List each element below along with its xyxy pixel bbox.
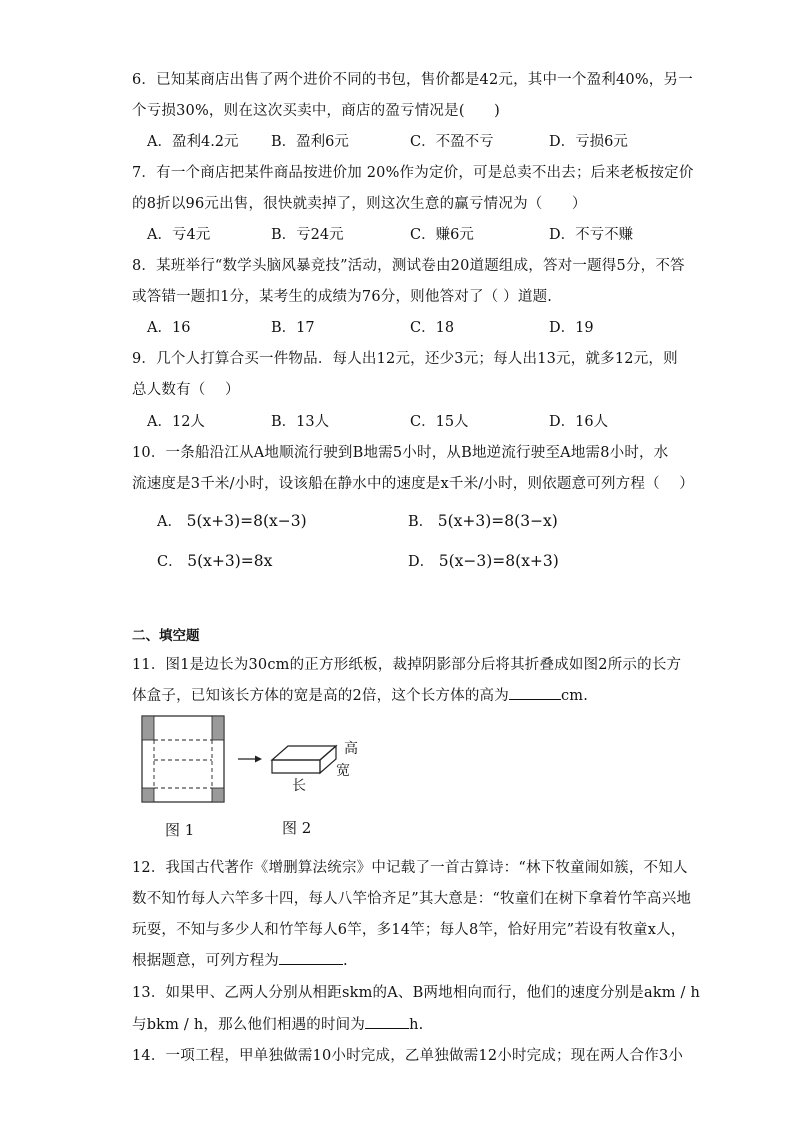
- q13-distance: skm: [341, 985, 373, 1001]
- q11-line2-unit: cm.: [560, 688, 589, 704]
- q13-text-5: .: [418, 1017, 424, 1033]
- fig2-label-height: 高: [344, 741, 358, 757]
- q8-line1: 8．某班举行“数学头脑风暴竞技”活动，测试卷由20道题组成，答对一题得5分，不答: [132, 258, 685, 274]
- q11-line1: 11．图1是边长为30cm的正方形纸板，裁掉阴影部分后将其折叠成如图2所示的长方: [132, 657, 682, 673]
- q10-option-b-equation: 5(x+3)=8(3−x): [437, 512, 558, 530]
- q10-option-b-label: B．: [408, 514, 434, 530]
- fig2-label-length: 长: [292, 778, 306, 794]
- q11-line2: [132, 684, 588, 705]
- q6-option-b[interactable]: B．盈利6元: [271, 134, 349, 150]
- q10-line1: 10．一条船沿江从A地顺流行驶到B地需5小时，从B地逆流行驶至A地需8小时，水: [132, 445, 669, 461]
- q10-option-d-label: D．: [408, 554, 435, 570]
- q10-option-c[interactable]: [157, 550, 272, 571]
- q6-line2: 个亏损30%，则在这次买卖中，商店的盈亏情况是( ): [132, 103, 500, 119]
- q7-line1: 7．有一个商店把某件商品按进价加 20%作为定价，可是总卖不出去；后来老板按定价: [132, 165, 694, 181]
- q9-option-c[interactable]: C．15人: [410, 414, 469, 430]
- fig2-label-width: 宽: [336, 763, 350, 779]
- q7-option-d[interactable]: D．不亏不赚: [549, 227, 634, 243]
- corner-cut-tr: [212, 716, 224, 740]
- q8-line2: 或答错一题扣1分，某考生的成绩为76分，则他答对了（ ）道题.: [132, 289, 553, 305]
- q7-option-c[interactable]: C．赚6元: [410, 227, 474, 243]
- q13-answer-blank[interactable]: [365, 1016, 409, 1029]
- q13-text-4: ，那么他们相遇的时间为: [203, 1017, 366, 1033]
- q10-option-a-label: A．: [157, 514, 182, 530]
- q13-text-1: 13．如果甲、乙两人分别从相距: [132, 985, 342, 1001]
- q13-text-3: 与: [132, 1017, 147, 1033]
- q10-option-a-equation: 5(x+3)=8(x−3): [186, 512, 307, 530]
- q11-answer-blank[interactable]: [509, 687, 561, 700]
- q8-option-d[interactable]: D．19: [549, 320, 594, 336]
- q13-unit: h: [409, 1017, 419, 1033]
- q10-line2: 流速度是3千米/小时，设该船在静水中的速度是x千米/小时，则依题意可列方程（ ）: [132, 476, 694, 492]
- figure-1-square-board: [142, 716, 224, 802]
- q9-option-b[interactable]: B．13人: [271, 414, 330, 430]
- q12-line4-end: .: [343, 953, 348, 969]
- q11-line2-text: 体盒子，已知该长方体的宽是高的2倍，这个长方体的高为: [132, 688, 509, 704]
- q7-option-b[interactable]: B．亏24元: [271, 227, 344, 243]
- q10-option-d-equation: 5(x−3)=8(x+3): [438, 552, 559, 570]
- figure-1-caption: 图 1: [165, 821, 195, 839]
- q12-line1: 12．我国古代著作《增删算法统宗》中记载了一首古算诗：“林下牧童闹如簇，不知人: [132, 860, 688, 876]
- q12-line4: [132, 949, 348, 970]
- q8-option-c[interactable]: C．18: [410, 320, 455, 336]
- q9-line1: 9．几个人打算合买一件物品．每人出12元，还少3元；每人出13元，就多12元，则: [132, 351, 678, 367]
- corner-cut-tl: [142, 716, 154, 740]
- q9-option-a[interactable]: A．12人: [147, 414, 205, 430]
- q8-option-b[interactable]: B．17: [271, 320, 315, 336]
- q13-line1: [132, 981, 700, 1002]
- q8-option-a[interactable]: A．16: [147, 320, 191, 336]
- figure-2-caption: 图 2: [282, 819, 312, 837]
- q9-line2: 总人数有（ ）: [132, 382, 240, 398]
- q6-line1: 6．已知某商店出售了两个进价不同的书包，售价都是42元，其中一个盈利40%，另一: [132, 72, 693, 88]
- figure-2-box: [272, 746, 336, 773]
- q7-line2: 的8折以96元出售，很快就卖掉了，则这次生意的赢亏情况为（ ）: [132, 196, 587, 212]
- q6-option-a[interactable]: A．盈利4.2元: [147, 134, 239, 150]
- q10-option-b[interactable]: [408, 510, 558, 531]
- q13-speed-a: akm / h: [643, 985, 700, 1001]
- section-title: 二、填空题: [132, 628, 200, 644]
- q10-option-d[interactable]: [408, 550, 559, 571]
- q12-line2: 数不知竹每人六竿多十四，每人八竿恰齐足”其大意是：“牧童们在树下拿着竹竿高兴地: [132, 891, 692, 907]
- q13-speed-b: bkm / h: [146, 1017, 204, 1033]
- q7-option-a[interactable]: A．亏4元: [147, 227, 211, 243]
- q10-option-a[interactable]: [157, 510, 307, 531]
- corner-cut-br: [212, 788, 224, 802]
- q12-line3: 玩耍，不知与多少人和竹竿每人6竿，多14竿；每人8竿，恰好用完”若设有牧童x人，: [132, 922, 686, 938]
- corner-cut-bl: [142, 788, 154, 802]
- q13-line2: [132, 1013, 423, 1034]
- q10-option-c-label: C．: [157, 554, 183, 570]
- q9-option-d[interactable]: D．16人: [549, 414, 609, 430]
- q14-line1: 14．一项工程，甲单独做需10小时完成，乙单独做需12小时完成；现在两人合作3小: [132, 1048, 684, 1064]
- q6-option-d[interactable]: D．亏损6元: [549, 134, 628, 150]
- arrow: [238, 756, 262, 763]
- q12-answer-blank[interactable]: [279, 952, 343, 965]
- q13-text-2: 的A、B两地相向而行，他们的速度分别是: [372, 985, 644, 1001]
- q10-option-c-equation: 5(x+3)=8x: [187, 552, 273, 570]
- q6-option-c[interactable]: C．不盈不亏: [410, 134, 494, 150]
- q12-line4-text: 根据题意，可列方程为: [132, 953, 279, 969]
